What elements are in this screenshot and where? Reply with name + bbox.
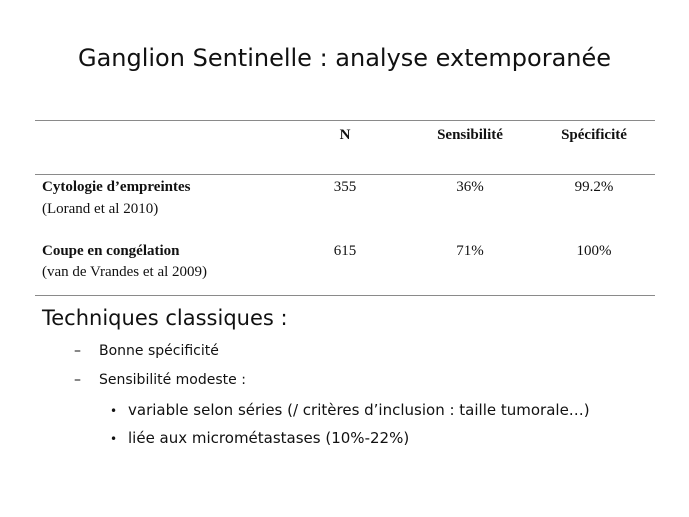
row-1-specificite: 99.2% (574, 179, 614, 195)
header-n: N (339, 127, 351, 143)
bullet-item-1-text: Bonne spécificité (99, 343, 219, 359)
row-1-n: 355 (333, 179, 357, 195)
bullet-dot-icon: • (110, 404, 118, 418)
bullet-item-1 (74, 343, 219, 359)
bullet-item-2 (74, 372, 246, 388)
row-2-technique: Coupe en congélation (42, 243, 180, 259)
row-2-reference: (van de Vrandes et al 2009) (42, 264, 208, 280)
results-table (35, 120, 655, 296)
dash-marker-icon: – (74, 372, 81, 388)
bullet-heading: Techniques classiques : (42, 306, 288, 330)
dash-marker-icon: – (74, 343, 81, 359)
sub-bullet-2 (110, 429, 409, 447)
row-1-reference: (Lorand et al 2010) (42, 201, 159, 217)
sub-bullet-1 (110, 401, 590, 419)
row-2-specificite: 100% (576, 243, 612, 259)
row-2-n: 615 (333, 243, 357, 259)
sub-bullet-1-text: variable selon séries (/ critères d’inclusion : taille tumorale…) (128, 401, 590, 419)
header-sensibilite: Sensibilité (437, 127, 503, 143)
row-1-sensibilite: 36% (456, 179, 484, 195)
bullet-item-2-text: Sensibilité modeste : (99, 372, 246, 388)
header-divider (35, 174, 655, 175)
header-specificite: Spécificité (561, 127, 627, 143)
sub-bullet-2-text: liée aux micrométastases (10%-22%) (128, 429, 410, 447)
slide-title: Ganglion Sentinelle : analyse extemporanée (77, 44, 612, 72)
row-1-technique: Cytologie d’empreintes (42, 179, 191, 195)
row-2-sensibilite: 71% (456, 243, 484, 259)
bullet-dot-icon: • (110, 432, 118, 446)
